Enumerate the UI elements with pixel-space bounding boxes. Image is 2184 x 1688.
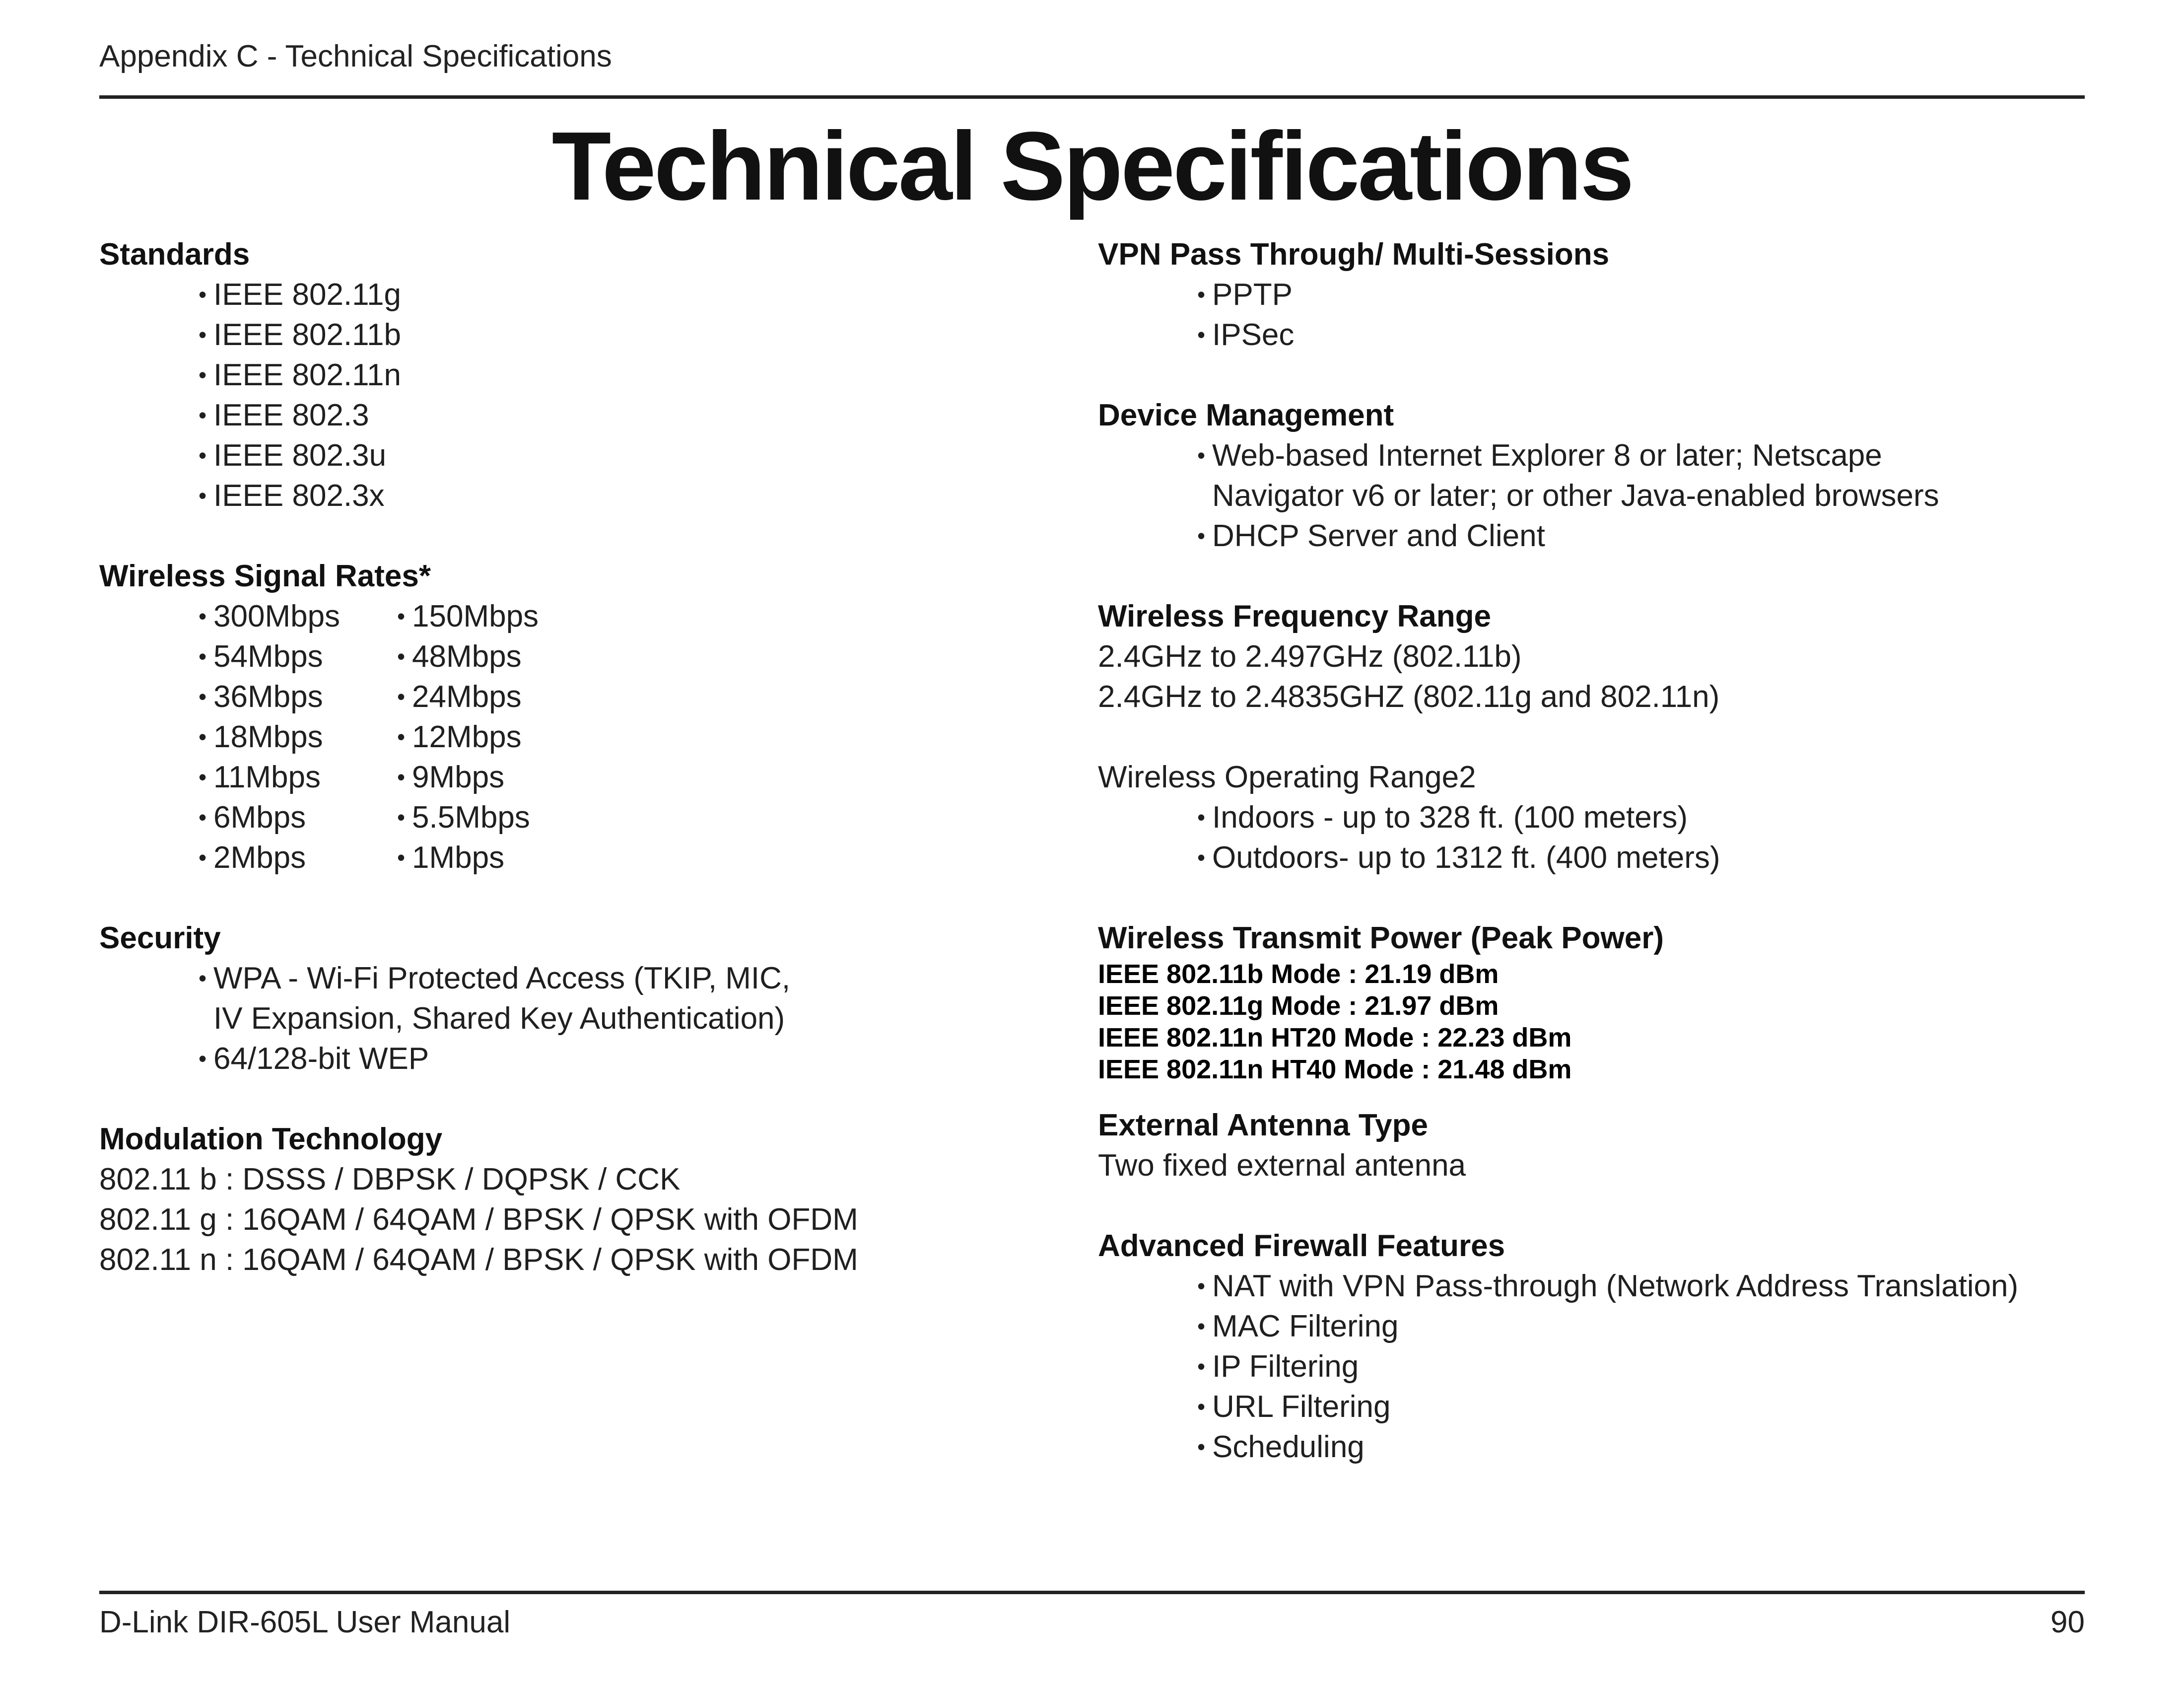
page-number: 90: [2050, 1605, 2085, 1639]
list-item: • IEEE 802.11g: [199, 275, 1042, 315]
operating-range-list: [1098, 797, 2086, 878]
section-heading: Device Management: [1098, 398, 1394, 432]
left-column: [99, 234, 1042, 1320]
rate-item: • 18Mbps: [199, 717, 397, 757]
list-item: • IP Filtering: [1197, 1346, 2086, 1387]
rate-item: • 9Mbps: [397, 757, 596, 797]
text-line: IEEE 802.11n HT40 Mode : 21.48 dBm: [1098, 1055, 1572, 1084]
list-item: • IEEE 802.11n: [199, 355, 1042, 395]
page-title: Technical Specifications: [551, 112, 1633, 220]
rate-item: • 36Mbps: [199, 677, 397, 717]
section-heading: Standards: [99, 237, 250, 272]
rate-item: • 6Mbps: [199, 797, 397, 838]
list-item-line: Web-based Internet Explorer 8 or later; Netscape: [1212, 438, 1882, 473]
list-item: • Scheduling: [1197, 1427, 2086, 1467]
rate-item: • 48Mbps: [397, 636, 596, 677]
device-management-list: [1098, 435, 2086, 556]
rate-item: • 5.5Mbps: [397, 797, 596, 838]
section-heading: Modulation Technology: [99, 1122, 443, 1156]
section-heading: Wireless Transmit Power (Peak Power): [1098, 921, 1664, 955]
rate-item: • 24Mbps: [397, 677, 596, 717]
list-item-line: IV Expansion, Shared Key Authentication): [213, 1001, 785, 1036]
vpn-list: [1098, 275, 2086, 355]
list-item: • IEEE 802.3x: [199, 476, 1042, 516]
list-item: • DHCP Server and Client: [1197, 516, 2086, 556]
list-item: • URL Filtering: [1197, 1387, 2086, 1427]
text-line: IEEE 802.11b Mode : 21.19 dBm: [1098, 959, 1499, 989]
rate-item: • 300Mbps: [199, 596, 397, 636]
list-item: [1197, 435, 2086, 516]
antenna-section: [1098, 1105, 2086, 1186]
security-list: [99, 958, 1042, 1079]
list-item: • Indoors - up to 328 ft. (100 meters): [1197, 797, 2086, 838]
list-item-line: WPA - Wi-Fi Protected Access (TKIP, MIC,: [213, 961, 791, 995]
frequency-range-section: [1098, 596, 2086, 717]
standards-list: [99, 275, 1042, 516]
signal-rates-section: [99, 556, 1042, 878]
text-line: 802.11 g : 16QAM / 64QAM / BPSK / QPSK with OFDM: [99, 1202, 858, 1237]
list-item-line: Navigator v6 or later; or other Java-enabled browsers: [1212, 479, 1939, 513]
section-heading: Advanced Firewall Features: [1098, 1229, 1505, 1263]
rate-item: • 12Mbps: [397, 717, 596, 757]
device-management-section: [1098, 395, 2086, 556]
text-line: 802.11 b : DSSS / DBPSK / DQPSK / CCK: [99, 1162, 681, 1196]
modulation-section: [99, 1119, 1042, 1280]
list-item: • IPSec: [1197, 315, 2086, 355]
footer-divider: [99, 1591, 2085, 1594]
section-heading: Wireless Frequency Range: [1098, 599, 1491, 633]
rate-item: • 2Mbps: [199, 838, 397, 878]
list-item: • PPTP: [1197, 275, 2086, 315]
right-column: [1098, 234, 2086, 1507]
text-line: 2.4GHz to 2.497GHz (802.11b): [1098, 639, 1522, 674]
rate-item: • 54Mbps: [199, 636, 397, 677]
text-line: 802.11 n : 16QAM / 64QAM / BPSK / QPSK with OFDM: [99, 1243, 858, 1277]
text-line: 2.4GHz to 2.4835GHZ (802.11g and 802.11n): [1098, 680, 1720, 714]
section-heading: Wireless Operating Range2: [1098, 760, 1476, 794]
text-line: IEEE 802.11n HT20 Mode : 22.23 dBm: [1098, 1023, 1572, 1053]
firewall-list: [1098, 1266, 2086, 1467]
list-item: • 64/128-bit WEP: [199, 1039, 1042, 1079]
text-line: IEEE 802.11g Mode : 21.97 dBm: [1098, 991, 1499, 1021]
list-item: • Outdoors- up to 1312 ft. (400 meters): [1197, 838, 2086, 878]
list-item: [199, 958, 1042, 1039]
footer-manual-title: D-Link DIR-605L User Manual: [99, 1605, 511, 1639]
rate-item: • 150Mbps: [397, 596, 596, 636]
section-heading: VPN Pass Through/ Multi-Sessions: [1098, 237, 1610, 272]
security-section: [99, 918, 1042, 1079]
standards-section: [99, 234, 1042, 516]
list-item: • NAT with VPN Pass-through (Network Address Translation): [1197, 1266, 2086, 1306]
operating-range-section: [1098, 757, 2086, 878]
section-heading: External Antenna Type: [1098, 1108, 1428, 1142]
rate-item: • 1Mbps: [397, 838, 596, 878]
transmit-power-section: [1098, 918, 2086, 1085]
list-item: • IEEE 802.11b: [199, 315, 1042, 355]
rate-item: • 11Mbps: [199, 757, 397, 797]
header-divider: [99, 95, 2085, 99]
text-line: Two fixed external antenna: [1098, 1148, 1466, 1183]
vpn-section: [1098, 234, 2086, 355]
list-item: • IEEE 802.3: [199, 395, 1042, 435]
list-item: • MAC Filtering: [1197, 1306, 2086, 1346]
section-heading: Security: [99, 921, 221, 955]
section-heading: Wireless Signal Rates*: [99, 559, 431, 593]
firewall-section: [1098, 1226, 2086, 1467]
page-header: Appendix C - Technical Specifications: [99, 39, 612, 73]
signal-rates-grid: [99, 596, 1042, 878]
list-item: • IEEE 802.3u: [199, 435, 1042, 476]
